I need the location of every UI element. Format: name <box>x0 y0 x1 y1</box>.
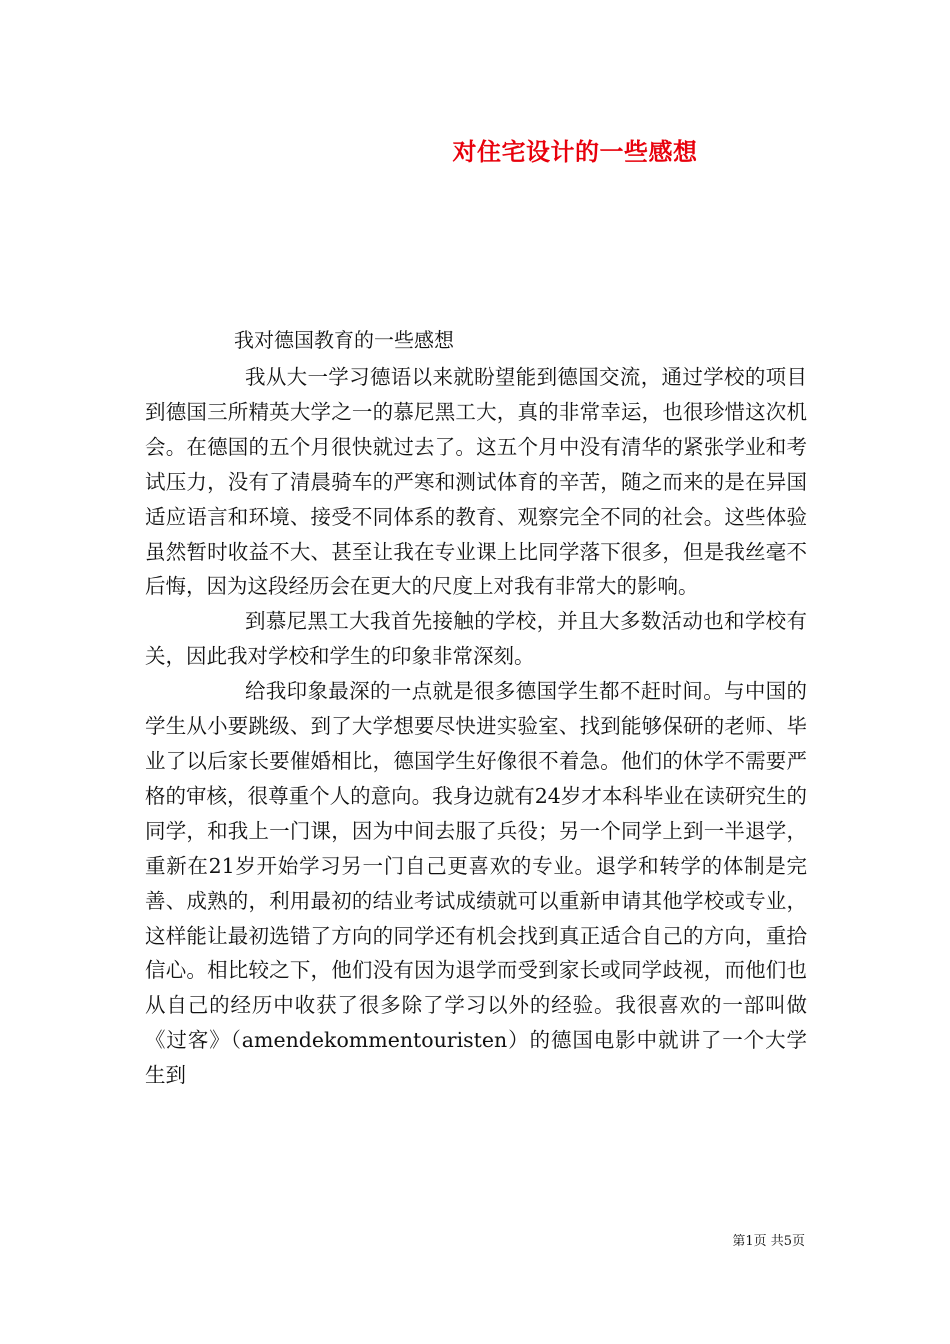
page-number: 第1页 共5页 <box>732 1234 805 1249</box>
document-body <box>145 360 807 1093</box>
paragraph-3: 给我印象最深的一点就是很多德国学生都不赶时间。与中国的学生从小要跳级、到了大学想要尽快进实验室、找到能够保研的老师、毕业了以后家长要催婚相比，德国学生好像很不着急。他们的休学不需要严格的审核，很尊重个人的意向。我身边就有24岁才本科毕业在读研究生的同学，和我上一门课，因为中间去服了兵役；另一个同学上到一半退学，重新在21岁开始学习另一门自己更喜欢的专业。退学和转学的体制是完善、成熟的，利用最初的结业考试成绩就可以重新申请其他学校或专业，这样能让最初选错了方向的同学还有机会找到真正适合自己的方向，重拾信心。相比较之下，他们没有因为退学而受到家长或同学歧视，而他们也从自己的经历中收获了很多除了学习以外的经验。我很喜欢的一部叫做《过客》（amendekommentouristen）的德国电影中就讲了一个大学生到 <box>145 679 807 1088</box>
document-subtitle: 我对德国教育的一些感想 <box>234 328 454 352</box>
paragraph-2: 到慕尼黑工大我首先接触的学校，并且大多数活动也和学校有关，因此我对学校和学生的印象非常深刻。 <box>145 609 807 669</box>
paragraph-1: 我从大一学习德语以来就盼望能到德国交流，通过学校的项目到德国三所精英大学之一的慕尼黑工大，真的非常幸运，也很珍惜这次机会。在德国的五个月很快就过去了。这五个月中没有清华的紧张学业和考试压力，没有了清晨骑车的严寒和测试体育的辛苦，随之而来的是在异国适应语言和环境、接受不同体系的教育、观察完全不同的社会。这些体验虽然暂时收益不大、甚至让我在专业课上比同学落下很多，但是我丝毫不后悔，因为这段经历会在更大的尺度上对我有非常大的影响。 <box>145 365 807 599</box>
document-title: 对住宅设计的一些感想 <box>452 137 698 166</box>
